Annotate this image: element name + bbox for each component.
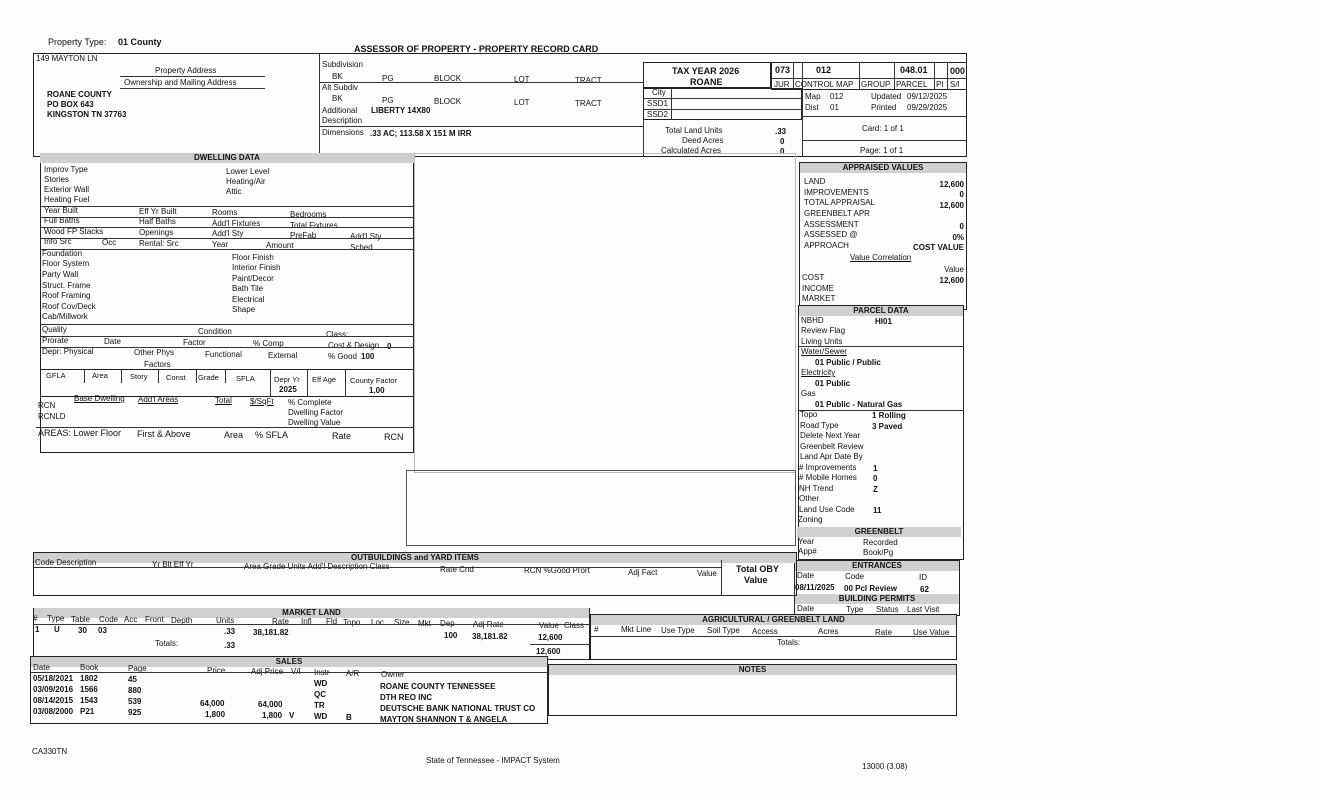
owner-line-2: PO BOX 643	[47, 100, 94, 109]
ag-totals-label: Totals:	[777, 638, 801, 647]
ml-row-rate: 38,181.82	[253, 628, 289, 637]
rcn-label: RCN	[38, 401, 56, 410]
areas-lower-floor: AREAS: Lower Floor	[38, 428, 122, 438]
sale-adj-price: 1,800	[262, 711, 283, 720]
alt-block: BLOCK	[434, 97, 462, 106]
oby-rcn-good-header: RCN %Good Prort	[524, 566, 590, 575]
ml-size-header: Size	[394, 618, 410, 627]
zoning-label: Zoning	[798, 515, 823, 524]
col-area: Area	[92, 371, 108, 380]
eff-yr-built-label: Eff Yr Built	[139, 207, 177, 216]
sale-page: 45	[128, 675, 137, 684]
greenbelt-app-label: App#	[798, 547, 817, 556]
income-label: INCOME	[802, 284, 834, 293]
total-appraisal-value: 12,600	[939, 201, 964, 210]
sales-price-header: Price	[207, 666, 226, 675]
dist-value: 01	[830, 103, 839, 112]
condition-label: Condition	[198, 327, 232, 336]
sale-page: 539	[128, 697, 142, 706]
dimensions-value: .33 AC; 113.58 X 151 M IRR	[370, 129, 472, 138]
sale-book: 1802	[80, 674, 98, 683]
delete-next-year-label: Delete Next Year	[800, 431, 861, 440]
addl-sty-label: Add'l Sty	[212, 229, 244, 238]
sale-price: 64,000	[200, 699, 225, 708]
interior-finish-label: Interior Finish	[232, 263, 281, 272]
factors-label: Factors	[144, 360, 171, 369]
areas-area: Area	[224, 430, 244, 440]
sale-instr: QC	[314, 690, 326, 699]
footer-system: State of Tennessee - IMPACT System	[426, 756, 560, 765]
rental-year-label: Year	[212, 240, 229, 249]
ml-dep-header: Dep	[440, 619, 455, 628]
printed-label: Printed	[871, 103, 897, 112]
entrances-date-header: Date	[797, 571, 814, 580]
num-mobile-label: # Mobile Homes	[799, 473, 857, 482]
ml-row-value: 12,600	[538, 633, 563, 642]
ml-code-header: Code	[99, 615, 119, 624]
land-apr-date-label: Land Apr Date By	[800, 452, 863, 461]
subdivision-bk: BK	[332, 72, 343, 81]
topo-value: 1 Rolling	[872, 411, 906, 420]
alt-bk: BK	[332, 94, 343, 103]
areas-rcn: RCN	[384, 432, 404, 442]
half-baths-label: Half Baths	[139, 217, 176, 226]
ml-row-num: 1	[35, 625, 40, 634]
sales-adj-price-header: Adj Price	[251, 667, 284, 676]
tax-county: ROANE	[690, 77, 723, 87]
dwelling-value-label: Dwelling Value	[288, 418, 341, 427]
appraised-title: APPRAISED VALUES	[800, 163, 966, 173]
party-wall-label: Party Wall	[42, 270, 79, 279]
sale-date: 03/08/2000	[33, 707, 74, 716]
control-map-label: CONTROL MAP	[795, 80, 854, 89]
alt-pg: PG	[382, 96, 394, 105]
heating-fuel-label: Heating Fuel	[44, 195, 90, 204]
road-type-value: 3 Paved	[872, 422, 903, 431]
ml-class-header: Class	[564, 621, 585, 630]
total-land-units-label: Total Land Units	[665, 126, 723, 135]
rooms-label: Rooms	[212, 208, 238, 217]
land-label: LAND	[804, 177, 826, 186]
sale-page: 880	[128, 686, 142, 695]
notes-title: NOTES	[549, 665, 956, 675]
sales-date-header: Date	[33, 663, 50, 672]
water-sewer-label: Water/Sewer	[801, 347, 847, 356]
ag-land-title: AGRICULTURAL / GREENBELT LAND	[591, 615, 956, 625]
rental-src-label: Rental: Src	[139, 239, 179, 248]
sale-owner: MAYTON SHANNON T & ANGELA	[380, 715, 508, 724]
ml-adj-rate-header: Adj Rate	[473, 620, 504, 629]
ag-use-value-header: Use Value	[913, 628, 950, 637]
electricity-value: 01 Public	[815, 379, 851, 388]
group-label: GROUP	[861, 80, 891, 89]
improvements-value: 0	[959, 190, 964, 199]
living-units-label: Living Units	[801, 337, 843, 346]
addl-sty-2-label: Add'l Sty	[350, 232, 382, 241]
year-built-label: Year Built	[44, 206, 78, 215]
cab-millwork-label: Cab/Millwork	[42, 312, 88, 321]
market-label: MARKET	[802, 294, 836, 303]
alt-tract: TRACT	[575, 99, 602, 108]
outbuildings-title: OUTBUILDINGS and YARD ITEMS	[34, 553, 796, 563]
total-oby-value-label: Value	[744, 575, 768, 585]
prefab-label: PreFab	[290, 231, 317, 240]
road-type-label: Road Type	[800, 421, 839, 430]
oby-area-grade-header: Area Grade Units Add'l Description Class	[244, 562, 390, 571]
col-gfla: GFLA	[46, 371, 66, 380]
dwelling-section	[40, 153, 414, 453]
areas-first-above: First & Above	[137, 429, 191, 439]
sales-title: SALES	[31, 657, 547, 667]
rcnld-label: RCNLD	[38, 412, 66, 421]
ml-totals-label: Totals:	[155, 639, 179, 648]
quality-label: Quality	[42, 325, 67, 334]
permits-date-header: Date	[797, 604, 814, 613]
pct-complete-label: % Complete	[288, 398, 332, 407]
oby-code-description-header: Code Description	[35, 558, 97, 567]
jur-label: JUR	[774, 80, 790, 89]
permits-last-visit-header: Last Visit	[907, 605, 940, 614]
ml-depth-header: Depth	[171, 616, 193, 625]
sketch-area	[414, 153, 796, 473]
electricity-label: Electricity	[801, 368, 836, 377]
ssd2-label: SSD2	[647, 110, 668, 119]
jur-value: 073	[775, 65, 791, 75]
cost-design-value: 0	[387, 342, 392, 351]
owner-line-3: KINGSTON TN 37763	[47, 110, 127, 119]
ag-num-header: #	[594, 625, 599, 634]
ag-rate-header: Rate	[875, 628, 892, 637]
entrance-date: 08/11/2025	[795, 583, 835, 592]
nh-trend-value: Z	[873, 485, 878, 494]
review-flag-label: Review Flag	[801, 326, 846, 335]
openings-label: Openings	[139, 228, 174, 237]
sale-instr: TR	[314, 701, 325, 710]
prorate-factor-label: Factor	[183, 338, 206, 347]
sale-book: 1566	[80, 685, 98, 694]
ml-front-header: Front	[145, 615, 164, 624]
ag-acres-header: Acres	[818, 627, 839, 636]
assessed-at-label: ASSESSED @	[804, 230, 858, 239]
alt-lot: LOT	[514, 98, 530, 107]
si-label: S/I	[950, 80, 960, 89]
alt-subdiv-label: Alt Subdiv	[322, 83, 359, 92]
shape-label: Shape	[232, 305, 256, 314]
form-code: CA330TN	[32, 747, 68, 756]
oby-rate-cnd-header: Rate Cnd	[440, 565, 474, 574]
sale-book: P21	[80, 707, 95, 716]
functional-label: Functional	[205, 350, 242, 359]
subdivision-label: Subdivision	[322, 60, 363, 69]
total-land-units: .33	[775, 127, 787, 136]
struct-frame-label: Struct. Frame	[42, 281, 91, 290]
property-type-value: 01 County	[118, 37, 162, 47]
ml-mkt-header: Mkt	[418, 619, 431, 628]
ag-access-header: Access	[752, 627, 778, 636]
greenbelt-recorded-label: Recorded	[863, 538, 898, 547]
dwelling-factor-label: Dwelling Factor	[288, 408, 344, 417]
ml-row-dep: 100	[444, 631, 458, 640]
property-type-label: Property Type:	[48, 37, 107, 47]
nh-trend-label: NH Trend	[799, 484, 834, 493]
occ-label: Occ	[102, 238, 117, 247]
approach-value: COST VALUE	[913, 243, 964, 252]
ml-num-header: #	[33, 614, 38, 623]
oby-value-header: Value	[697, 569, 717, 578]
cost-label: COST	[802, 273, 825, 282]
greenbelt-title: GREENBELT	[797, 527, 961, 537]
parcel-label: PARCEL	[896, 80, 928, 89]
value-correlation-label: Value Correlation	[850, 253, 912, 262]
subdivision-pg: PG	[382, 74, 394, 83]
improvements-label: IMPROVEMENTS	[804, 188, 869, 197]
col-county-factor: County Factor	[350, 376, 398, 385]
areas-pct-sfla: % SFLA	[255, 430, 289, 440]
sale-price: 1,800	[205, 710, 226, 719]
nbhd-label: NBHD	[801, 316, 824, 325]
ml-row-type: U	[54, 625, 60, 634]
info-src-label: Info Src	[44, 237, 72, 246]
num-improvements-label: # Improvements	[799, 463, 857, 472]
ml-value-header: Value	[539, 621, 559, 630]
updated-label: Updated	[871, 92, 902, 101]
land-use-code-value: 11	[873, 506, 882, 515]
dwelling-title: DWELLING DATA	[40, 153, 414, 163]
printed-value: 09/29/2025	[907, 103, 948, 112]
col-eff-age: Eff Age	[312, 375, 337, 384]
base-dwelling-label: Base Dwelling	[74, 394, 125, 403]
class-label: Class:	[326, 330, 349, 339]
nbhd-value: HI01	[875, 317, 892, 326]
assessment-label: ASSESSMENT	[804, 220, 859, 229]
full-baths-label: Full Baths	[44, 216, 80, 225]
total-oby-label: Total OBY	[736, 564, 779, 574]
sales-instr-header: Instr	[314, 668, 330, 677]
updated-value: 09/12/2025	[907, 92, 948, 101]
sales-page-header: Page	[128, 664, 147, 673]
improv-type-label: Improv Type	[44, 165, 88, 174]
sales-book-header: Book	[80, 663, 99, 672]
control-map-value: 012	[816, 65, 832, 75]
market-land-title: MARKET LAND	[34, 608, 589, 618]
ml-infl-header: Infl	[301, 617, 312, 626]
owner-line-1: ROANE COUNTY	[47, 90, 112, 99]
county-factor-value: 1.00	[369, 386, 385, 395]
sale-date: 03/09/2016	[33, 685, 74, 694]
ml-rate-header: Rate	[272, 617, 289, 626]
greenbelt-year-label: Year	[798, 537, 815, 546]
deed-acres: 0	[780, 137, 785, 146]
water-sewer-value: 01 Public / Public	[815, 358, 881, 367]
total-fixtures-label: Total Fixtures	[290, 221, 338, 230]
areas-rate: Rate	[332, 431, 352, 441]
external-label: External	[268, 351, 298, 360]
entrance-code: 00 Pcl Review	[844, 584, 897, 593]
stories-label: Stories	[44, 175, 69, 184]
sale-date: 08/14/2015	[33, 696, 74, 705]
sale-owner: DTH REO INC	[380, 693, 432, 702]
pi-label: PI	[936, 80, 944, 89]
other-phys-label: Other Phys	[134, 348, 175, 357]
permits-status-header: Status	[876, 605, 899, 614]
greenbelt-apr-label: GREENBELT APR	[804, 209, 870, 218]
ml-acc-header: Acc	[124, 615, 138, 624]
col-story: Story	[130, 372, 148, 381]
ml-row-code: 03	[98, 626, 107, 635]
total-label: Total	[215, 396, 232, 405]
parcel-data-title: PARCEL DATA	[799, 306, 963, 316]
pct-good-value: 100	[361, 352, 375, 361]
sale-ar: B	[346, 713, 352, 722]
sale-instr: WD	[314, 712, 328, 721]
gas-value: 01 Public - Natural Gas	[815, 400, 903, 409]
entrances-title: ENTRANCES	[795, 561, 959, 571]
land-use-code-label: Land Use Code	[799, 505, 855, 514]
sale-owner: DEUTSCHE BANK NATIONAL TRUST CO	[380, 704, 536, 713]
sale-date: 05/18/2021	[33, 674, 74, 683]
dimensions-label: Dimensions	[322, 128, 364, 137]
value-col-label: Value	[944, 265, 964, 274]
footer-code: 13000 (3.08)	[862, 762, 908, 771]
dist-label: Dist	[805, 103, 819, 112]
prorate-date-label: Date	[104, 337, 121, 346]
sales-owner-header: Owner	[381, 670, 405, 679]
city-label: City	[652, 88, 666, 97]
page-number: Page: 1 of 1	[860, 146, 904, 155]
sale-book: 1543	[80, 696, 98, 705]
property-address-label: Property Address	[155, 66, 217, 75]
ag-mkt-line-header: Mkt Line	[621, 625, 652, 634]
description-label: Description	[322, 116, 363, 125]
oby-yr-blt-header: Yr Blt Eff Yr	[152, 560, 194, 569]
col-sfla: SFLA	[236, 374, 255, 383]
exterior-wall-label: Exterior Wall	[44, 185, 90, 194]
ml-loc-header: Loc	[371, 618, 384, 627]
deed-acres-label: Deed Acres	[682, 136, 724, 145]
subdivision-tract: TRACT	[575, 76, 602, 85]
topo-label: Topo	[800, 410, 818, 419]
calculated-acres: 0	[780, 147, 785, 156]
page-title: ASSESSOR OF PROPERTY - PROPERTY RECORD CARD	[354, 44, 599, 54]
cost-value: 12,600	[939, 276, 964, 285]
ml-row-adj-rate: 38,181.82	[472, 632, 508, 641]
pct-comp-label: % Comp	[253, 339, 284, 348]
tax-year: TAX YEAR 2026	[672, 66, 740, 76]
greenbelt-review-label: Greenbelt Review	[800, 442, 864, 451]
bedrooms-label: Bedrooms	[290, 210, 327, 219]
card-number: Card: 1 of 1	[862, 124, 904, 133]
gas-label: Gas	[801, 389, 816, 398]
ml-type-header: Type	[47, 614, 65, 623]
ml-totals-value: 12,600	[536, 647, 561, 656]
ssd1-label: SSD1	[647, 99, 668, 108]
heating-air-label: Heating/Air	[226, 177, 266, 186]
depr-physical-label: Depr: Physical	[42, 347, 94, 356]
num-mobile-value: 0	[873, 474, 878, 483]
paint-decor-label: Paint/Decor	[232, 274, 274, 283]
electrical-label: Electrical	[232, 295, 265, 304]
sale-page: 925	[128, 708, 142, 717]
entrances-code-header: Code	[845, 572, 865, 581]
entrances-id-header: ID	[919, 573, 927, 582]
sale-vi: V	[289, 711, 295, 720]
addl-fixtures-label: Add'l Fixtures	[212, 219, 261, 228]
cost-design-label: Cost & Design	[328, 341, 380, 350]
floor-finish-label: Floor Finish	[232, 253, 274, 262]
col-depr-yr: Depr Yr	[274, 375, 300, 384]
floor-system-label: Floor System	[42, 259, 90, 268]
sales-vi-header: V/I	[291, 667, 301, 676]
bath-tile-label: Bath Tile	[232, 284, 264, 293]
ml-table-header: Table	[71, 615, 91, 624]
depr-yr-value: 2025	[279, 385, 297, 394]
ml-row-table: 30	[78, 626, 87, 635]
sale-instr: WD	[314, 679, 328, 688]
subdivision-lot: LOT	[514, 75, 530, 84]
sale-owner: ROANE COUNTY TENNESSEE	[380, 682, 496, 691]
permits-type-header: Type	[846, 605, 864, 614]
parcel-value: 048.01	[900, 65, 928, 75]
property-address-value: 149 MAYTON LN	[36, 54, 98, 63]
roof-framing-label: Roof Framing	[42, 291, 91, 300]
subdivision-block: BLOCK	[434, 74, 462, 83]
land-value: 12,600	[939, 180, 964, 189]
total-appraisal-label: TOTAL APPRAISAL	[804, 198, 875, 207]
greenbelt-book-pg-label: Book/Pg	[863, 548, 894, 557]
assessed-at-value: 0%	[952, 233, 964, 242]
assessment-value: 0	[959, 222, 964, 231]
col-grade: Grade	[198, 373, 219, 382]
roof-cov-label: Roof Cov/Deck	[42, 302, 96, 311]
pct-good-label: % Good	[328, 352, 357, 361]
attic-label: Attic	[226, 187, 242, 196]
ml-totals-units: .33	[224, 641, 236, 650]
ownership-label: Ownership and Mailing Address	[124, 78, 237, 87]
ag-soil-type-header: Soil Type	[707, 626, 740, 635]
si-value: 000	[950, 66, 966, 76]
building-permits-title: BUILDING PERMITS	[795, 594, 959, 604]
approach-label: APPROACH	[804, 241, 849, 250]
calculated-acres-label: Calculated Acres	[661, 146, 722, 155]
lower-level-label: Lower Level	[226, 167, 270, 176]
photo-area	[406, 470, 796, 546]
additional-label: Additional	[322, 106, 358, 115]
additional-value: LIBERTY 14X80	[371, 106, 431, 115]
sales-ar-header: A/R	[346, 669, 360, 678]
addl-areas-label: Add'l Areas	[138, 395, 179, 404]
map-value: 012	[830, 92, 844, 101]
ag-use-type-header: Use Type	[661, 626, 695, 635]
rental-amount-label: Amount	[266, 241, 294, 250]
foundation-label: Foundation	[42, 249, 83, 258]
entrance-id: 62	[920, 585, 929, 594]
col-const: Const	[166, 373, 186, 382]
prorate-label: Prorate	[42, 336, 69, 345]
num-improvements-value: 1	[873, 464, 878, 473]
oby-adj-fact-header: Adj Fact	[628, 568, 658, 577]
other-label: Other	[799, 494, 820, 503]
ml-row-units: .33	[224, 627, 236, 636]
sale-adj-price: 64,000	[258, 700, 283, 709]
map-label: Map	[805, 92, 821, 101]
ml-fld-header: Fld	[326, 617, 338, 626]
rental-sched-label: Sched	[350, 243, 373, 252]
ml-units-header: Units	[216, 616, 235, 625]
ml-topo-header: Topo	[343, 618, 361, 627]
wood-fp-label: Wood FP Stacks	[44, 227, 104, 236]
per-sqft-label: $/SqFt	[250, 397, 274, 406]
